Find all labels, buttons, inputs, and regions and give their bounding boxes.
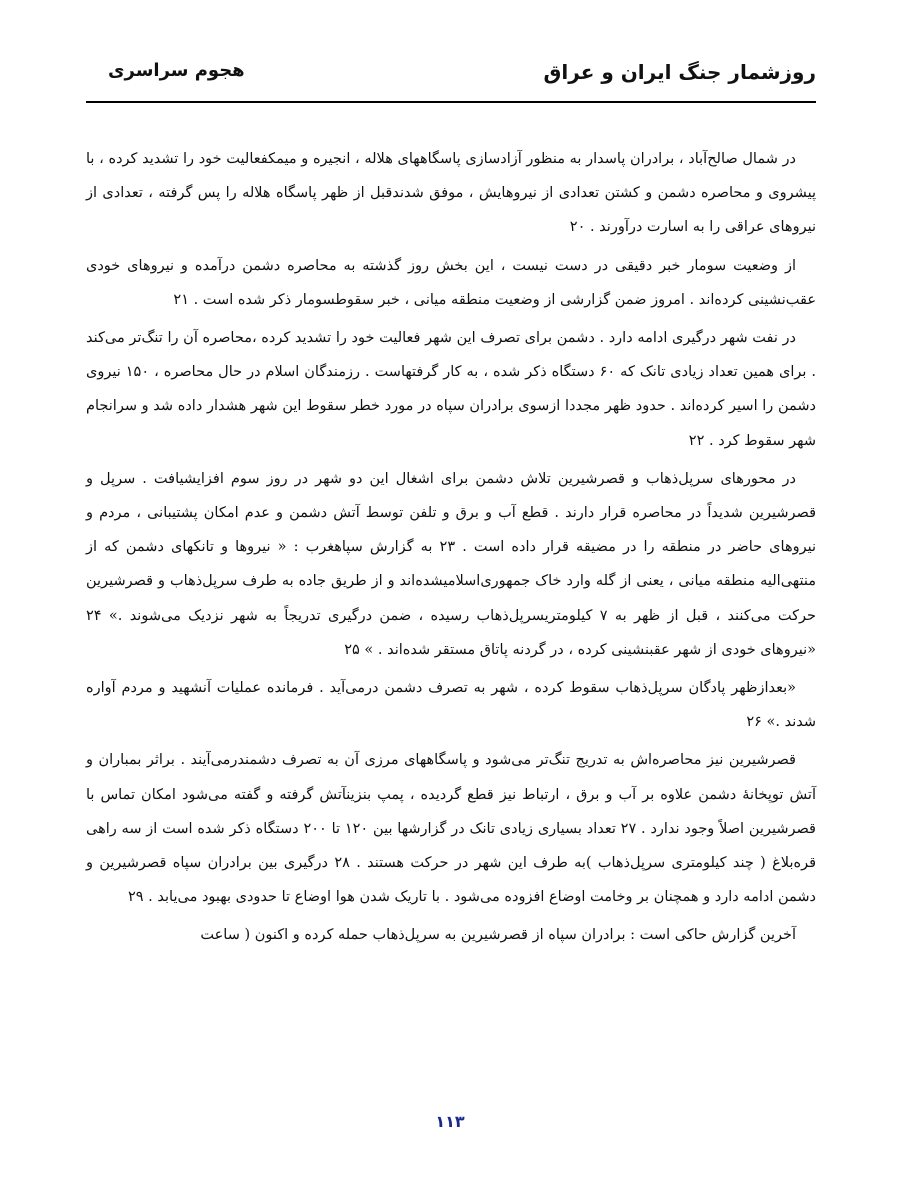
book-title: روزشمار جنگ ایران و عراق [543, 60, 816, 84]
paragraph: در نفت شهر درگیری ادامه دارد . دشمن برای تصرف این شهر فعالیت خود را تشدید کرده ،محاصره آن را تنگ‌تر می‌کند . برای همین تعداد زیادی تانک که ۶۰ دستگاه ذکر شده ، به کار گرفتهاست . رزمندگان اسلام در حال محاصره ، ۱۵۰ نیروی دشمن را اسیر کرده‌اند . حدود ظهر مجددا ازسوی برادران سپاه در مورد خطر سقوط این شهر هشدار داده شد و سرانجام شهر سقوط کرد . ۲۲ [86, 330, 817, 449]
body-text [86, 142, 816, 957]
paragraph: آخرین گزارش حاکی است : برادران سپاه از قصرشیرین به سرپل‌ذهاب حمله کرده و اکنون ( ساعت [200, 927, 796, 944]
header-rule [86, 101, 816, 103]
running-header [86, 60, 816, 100]
paragraph: قصرشیرین نیز محاصره‌اش به تدریج تنگ‌تر می‌شود و پاسگاههای مرزی آن به تصرف دشمندرمی‌آیند . براثر بمباران و آتش توپخانهٔ دشمن علاوه بر آب و برق ، ارتباط نیز قطع گردیده ، پمپ بنزینآتش گرفته و گفته می‌شود امکان تماس با قصرشیرین اصلاً وجود ندارد . ۲۷ تعداد بسیاری زیادی تانک در گزارشها بین ۱۲۰ تا ۲۰۰ دستگاه ذکر شده است از سه راهی قره‌بلاغ ( چند کیلومتری سرپل‌ذهاب )به طرف این شهر در حرکت هستند . ۲۸ درگیری بین برادران سپاه قصرشیرین و دشمن ادامه دارد و همچنان بر وخامت اوضاع افزوده می‌شود . با تاریک شدن هوا اوضاع تا حدودی بهبود می‌یابد . ۲۹ [86, 752, 817, 906]
paragraph: در شمال صالح‌آباد ، برادران پاسدار به منظور آزادسازی پاسگاههای هلاله ، انجیره و میمکفعالیت خود را تشدید کرده ، با پیشروی و محاصره دشمن و کشتن تعدادی از نیروهایش ، موفق شدندقبل از ظهر پاسگاه هلاله را پس گرفته ، تعدادی از نیروهای عراقی را به اسارت درآورند . ۲۰ [86, 151, 816, 236]
page-number: ۱۱۳ [435, 1112, 465, 1131]
paragraph: در محورهای سرپل‌ذهاب و قصرشیرین تلاش دشمن برای اشغال این دو شهر در روز سوم افزایشیافت . سرپل و قصرشیرین شدیداً در محاصره قرار دارند . قطع آب و برق و تلفن توسط آتش دشمن و عدم امکان پشتیبانی ، مردم و نیروهای حاضر در منطقه را در مضیقه قرار داده است . ۲۳ به گزارش سپاهغرب : « نیروها و تانکهای دشمن که از منتهی‌الیه منطقه میانی ، یعنی از گله وارد خاک جمهوری‌اسلامیشده‌اند و از طریق جاده به طرف سرپل‌ذهاب و قصرشیرین حرکت می‌کنند ، قبل از ظهر به ۷ کیلومتریسرپل‌ذهاب رسیده ، ضمن درگیری تدریجاً به شهر نزدیک می‌شوند .» ۲۴ «نیروهای خودی از شهر عقبنشینی کرده ، در گردنه پاتاق مستقر شده‌اند . » ۲۵ [86, 470, 816, 658]
paragraph: از وضعیت سومار خبر دقیقی در دست نیست ، این بخش روز گذشته به محاصره دشمن درآمده و نیروهای خودی عقب‌نشینی کرده‌اند . امروز ضمن گزارشی از وضعیت منطقه میانی ، خبر سقوطسومار ذکر شده است . ۲۱ [86, 257, 816, 308]
paragraph: «بعدازظهر پادگان سرپل‌ذهاب سقوط کرده ، شهر به تصرف دشمن درمی‌آید . فرمانده عملیات آنشهید و مردم آواره شدند .» ۲۶ [86, 680, 816, 731]
section-title: هجوم سراسری [108, 60, 245, 81]
